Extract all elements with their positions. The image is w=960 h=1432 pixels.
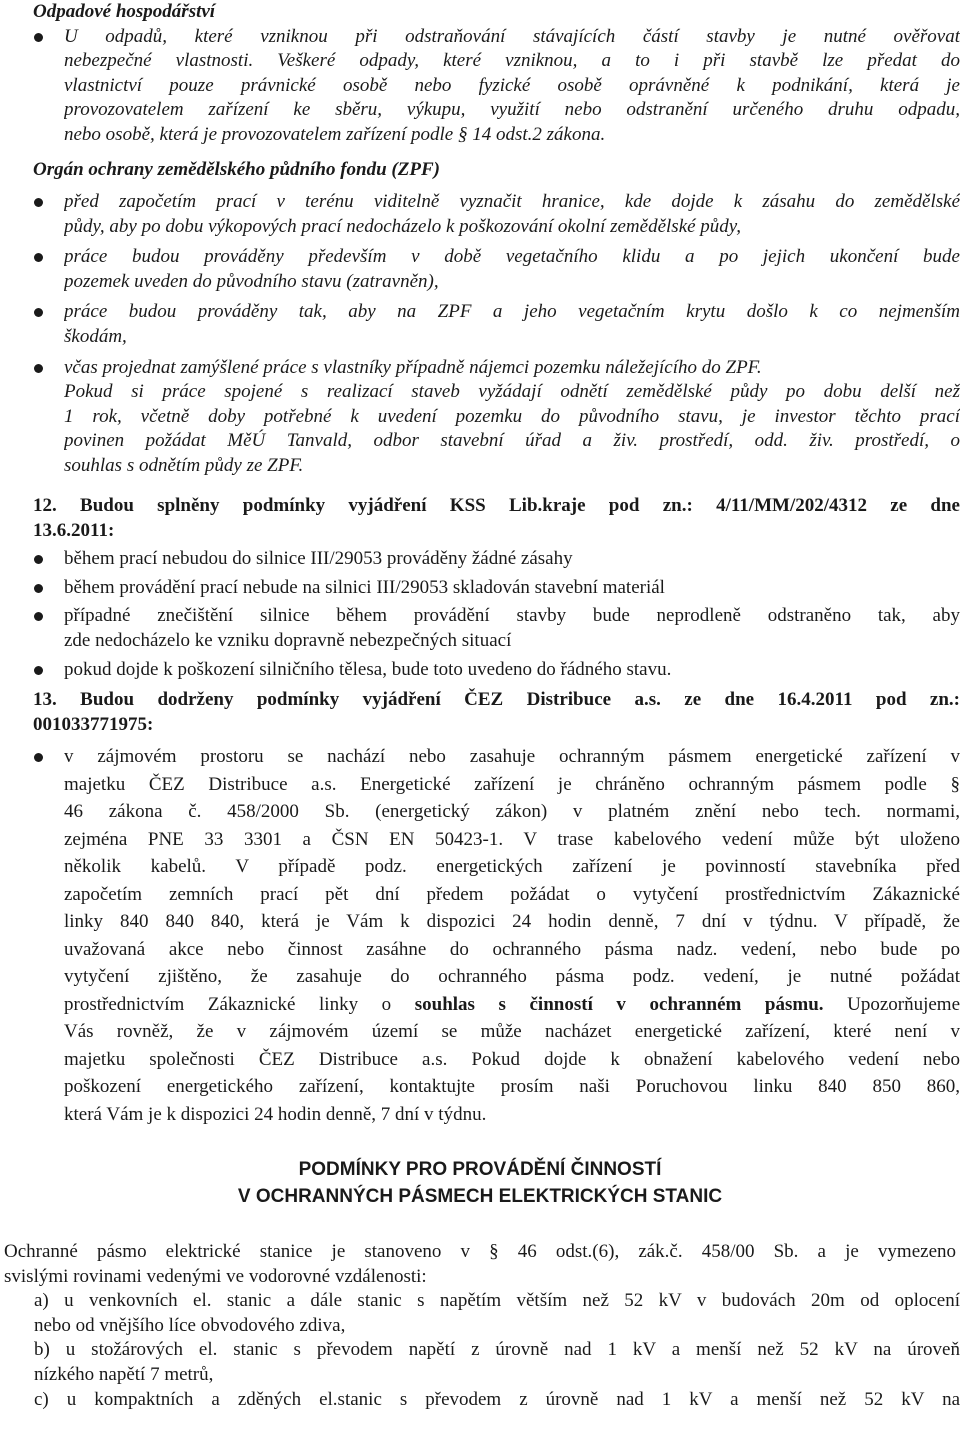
consent-emphasis: souhlas s činností v ochranném pásmu. <box>414 993 824 1015</box>
list-item: během provádění prací nebude na silnici III/29053 skladován stavební materiál <box>0 576 960 601</box>
section-heading-cez: 13. Budou dodrženy podmínky vyjádření ČEZ Distribuce a.s. ze dne 16.4.2011 pod zn.: <box>33 689 960 710</box>
bullet-icon <box>34 753 43 762</box>
bullet-icon <box>34 308 43 317</box>
bullet-icon <box>34 33 43 42</box>
list-item: před započetím prací v terénu viditelně vyznačit hranice, kde dojde k zásahu do zemědělské půdy, aby po dobu výkopových prací nedocházelo k poškozování okolní zemědělské půdy, <box>0 190 960 239</box>
list-item: během prací nebudou do silnice III/29053 prováděny žádné zásahy <box>0 547 960 572</box>
list-item: a) u venkovních el. stanic a dále stanic s napětím větším než 52 kV v budovách 20m od oplocení nebo od vnějšího líce obvodového zdiva, <box>34 1290 960 1336</box>
waste-section <box>0 0 960 148</box>
bullet-icon <box>34 584 43 593</box>
intro-paragraph: Ochranné pásmo elektrické stanice je stanoveno v § 46 odst.(6), zák.č. 458/00 Sb. a je vymezeno <box>4 1241 956 1262</box>
bullet-icon <box>34 253 43 262</box>
kss-section: 12. Budou splněny podmínky vyjádření KSS Lib.kraje pod zn.: 4/11/MM/202/4312 ze dne 13.6.2011: během prací nebudou do silnice III/29053 prováděny žádné zásahy během provádění prací nebude na silnici III/29053 skladován stavební materiál případné znečištění silnice během provádění stavby bude neprodleně odstraněno tak, aby zde nedocházelo ke vzniku dopravně nebezpečných situací pokud dojde k poškození silničního tělesa, bude toto uvedeno do řádného stavu. <box>0 494 960 682</box>
zpf-section <box>0 158 960 183</box>
section-title: PODMÍNKY PRO PROVÁDĚNÍ ČINNOSTÍ <box>298 1159 662 1180</box>
bullet-icon <box>34 666 43 675</box>
zpf-list <box>0 190 960 479</box>
list-item: c) u kompaktních a zděných el.stanic s převodem z úrovně nad 1 kV a menší než 52 kV na <box>34 1388 960 1410</box>
bullet-icon <box>34 198 43 207</box>
cez-section: 13. Budou dodrženy podmínky vyjádření ČEZ Distribuce a.s. ze dne 16.4.2011 pod zn.: 001033771975: v zájmovém prostoru se nachází nebo zasahuje ochranným pásmem energetické zařízení v majetku ČEZ Distribuce a.s. Energetické zařízení je chráněno ochranným pásmem podle § 46 zákona č. 458/2000 Sb. (energetický zákon) v platném znění nebo tech. normami, zejména PNE 33 3301 a ČSN EN 50423-1. V trase kabelového vedení může být uloženo několik kabelů. V případě podz. energetických zařízení je povinností stavebníka před započetím zemních prací pět dní předem požádat o vytyčení prostřednictvím Zákaznické linky 840 840 840, která je Vám k dispozici 24 hodin denně, 7 dní v týdnu. V případě, že uvažovaná akce nebo činnost zasáhne do ochranného pásma nadz. vedení, nebo bude po vytyčení zjištěno, že zasahuje do ochranného pásma podz. vedení, je nutné požádat prostřednictvím Zákaznické linky o souhlas s činností v ochranném pásmu. Upozorňujeme Vás rovněž, že v zájmovém území se může nacházet energetické zařízení, které není v majetku společnosti ČEZ Distribuce a.s. Pokud dojde k obnažení kabelového vedení nebo poškození energetického zařízení, kontaktujte prosím naši Poruchovou linku 840 850 860, která Vám je k dispozici 24 hodin denně, 7 dní v týdnu. <box>0 688 960 1128</box>
list-item: případné znečištění silnice během provádění stavby bude neprodleně odstraněno tak, aby zde nedocházelo ke vzniku dopravně nebezpečných situací <box>0 604 960 653</box>
list-item: práce budou prováděny tak, aby na ZPF a jeho vegetačním krytu došlo k co nejmenším škodám, <box>0 300 960 349</box>
bullet-icon <box>34 364 43 373</box>
list-item: b) u stožárových el. stanic s převodem napětí z úrovně nad 1 kV a menší než 52 kV na úroveň nízkého napětí 7 metrů, <box>34 1339 960 1385</box>
section-heading-waste: Odpadové hospodářství <box>33 1 216 22</box>
list-item: včas projednat zamýšlené práce s vlastníky případně nájemci pozemku náležejícího do ZPF. Pokud si práce spojené s realizací staveb vyžádají odnětí zemědělské půdy po dobu delší než 1 rok, včetně doby potřebné k uvedení pozemku do původního stavu, je investor těchto prací povinen požádat MěÚ Tanvald, odbor stavební úřad a živ. prostředí, odd. živ. prostředí, o souhlas s odnětím půdy ze ZPF. <box>0 356 960 479</box>
conditions-body: Ochranné pásmo elektrické stanice je stanoveno v § 46 odst.(6), zák.č. 458/00 Sb. a je vymezeno svislými rovinami vedenými ve vodorovné vzdálenosti: a) u venkovních el. stanic a dále stanic s napětím větším než 52 kV v budovách 20m od oplocení nebo od vnějšího líce obvodového zdiva, b) u stožárových el. stanic s převodem napětí z úrovně nad 1 kV a menší než 52 kV na úroveň nízkého napětí 7 metrů, c) u kompaktních a zděných el.stanic s převodem z úrovně nad 1 kV a menší než 52 kV na <box>0 1240 960 1412</box>
list-item: U odpadů, které vzniknou při odstraňování stávajících částí stavby je nutné ověřovat nebezpečné vlastnosti. Veškeré odpady, které vzniknou, a to i při stavbě lze předat do vlastnictví pouze právnické osobě nebo fyzické osobě oprávněné k podnikání, která je provozovatelem zařízení ke sběru, výkupu, využití nebo odstranění určeného druhu odpadu, nebo osobě, která je provozovatelem zařízení podle § 14 odst.2 zákona. <box>0 25 960 148</box>
list-item: pokud dojde k poškození silničního tělesa, bude toto uvedeno do řádného stavu. <box>0 658 960 683</box>
consent-line: prostřednictvím Zákaznické linky o souhlas s činností v ochranném pásmu. Upozorňujeme <box>64 993 960 1015</box>
section-heading-kss: 12. Budou splněny podmínky vyjádření KSS Lib.kraje pod zn.: 4/11/MM/202/4312 ze dne <box>33 495 960 516</box>
list-item: v zájmovém prostoru se nachází nebo zasahuje ochranným pásmem energetické zařízení v majetku ČEZ Distribuce a.s. Energetické zařízení je chráněno ochranným pásmem podle § 46 zákona č. 458/2000 Sb. (energetický zákon) v platném znění nebo tech. normami, zejména PNE 33 3301 a ČSN EN 50423-1. V trase kabelového vedení může být uloženo několik kabelů. V případě podz. energetických zařízení je povinností stavebníka před započetím zemních prací pět dní předem požádat o vytyčení prostřednictvím Zákaznické linky 840 840 840, která je Vám k dispozici 24 hodin denně, 7 dní v týdnu. V případě, že uvažovaná akce nebo činnost zasáhne do ochranného pásma nadz. vedení, nebo bude po vytyčení zjištěno, že zasahuje do ochranného pásma podz. vedení, je nutné požádat prostřednictvím Zákaznické linky o souhlas s činností v ochranném pásmu. Upozorňujeme Vás rovněž, že v zájmovém území se může nacházet energetické zařízení, které není v majetku společnosti ČEZ Distribuce a.s. Pokud dojde k obnažení kabelového vedení nebo poškození energetického zařízení, kontaktujte prosím naši Poruchovou linku 840 850 860, která Vám je k dispozici 24 hodin denně, 7 dní v týdnu. <box>0 743 960 1128</box>
list-item: práce budou prováděny především v době vegetačního klidu a po jejich ukončení bude pozemek uveden do původního stavu (zatravněn), <box>0 245 960 294</box>
bullet-icon <box>34 612 43 621</box>
section-heading-zpf: Orgán ochrany zemědělského půdního fondu (ZPF) <box>33 159 440 180</box>
bullet-icon <box>34 555 43 564</box>
conditions-section: PODMÍNKY PRO PROVÁDĚNÍ ČINNOSTÍ V OCHRANNÝCH PÁSMECH ELEKTRICKÝCH STANIC <box>0 1158 960 1209</box>
